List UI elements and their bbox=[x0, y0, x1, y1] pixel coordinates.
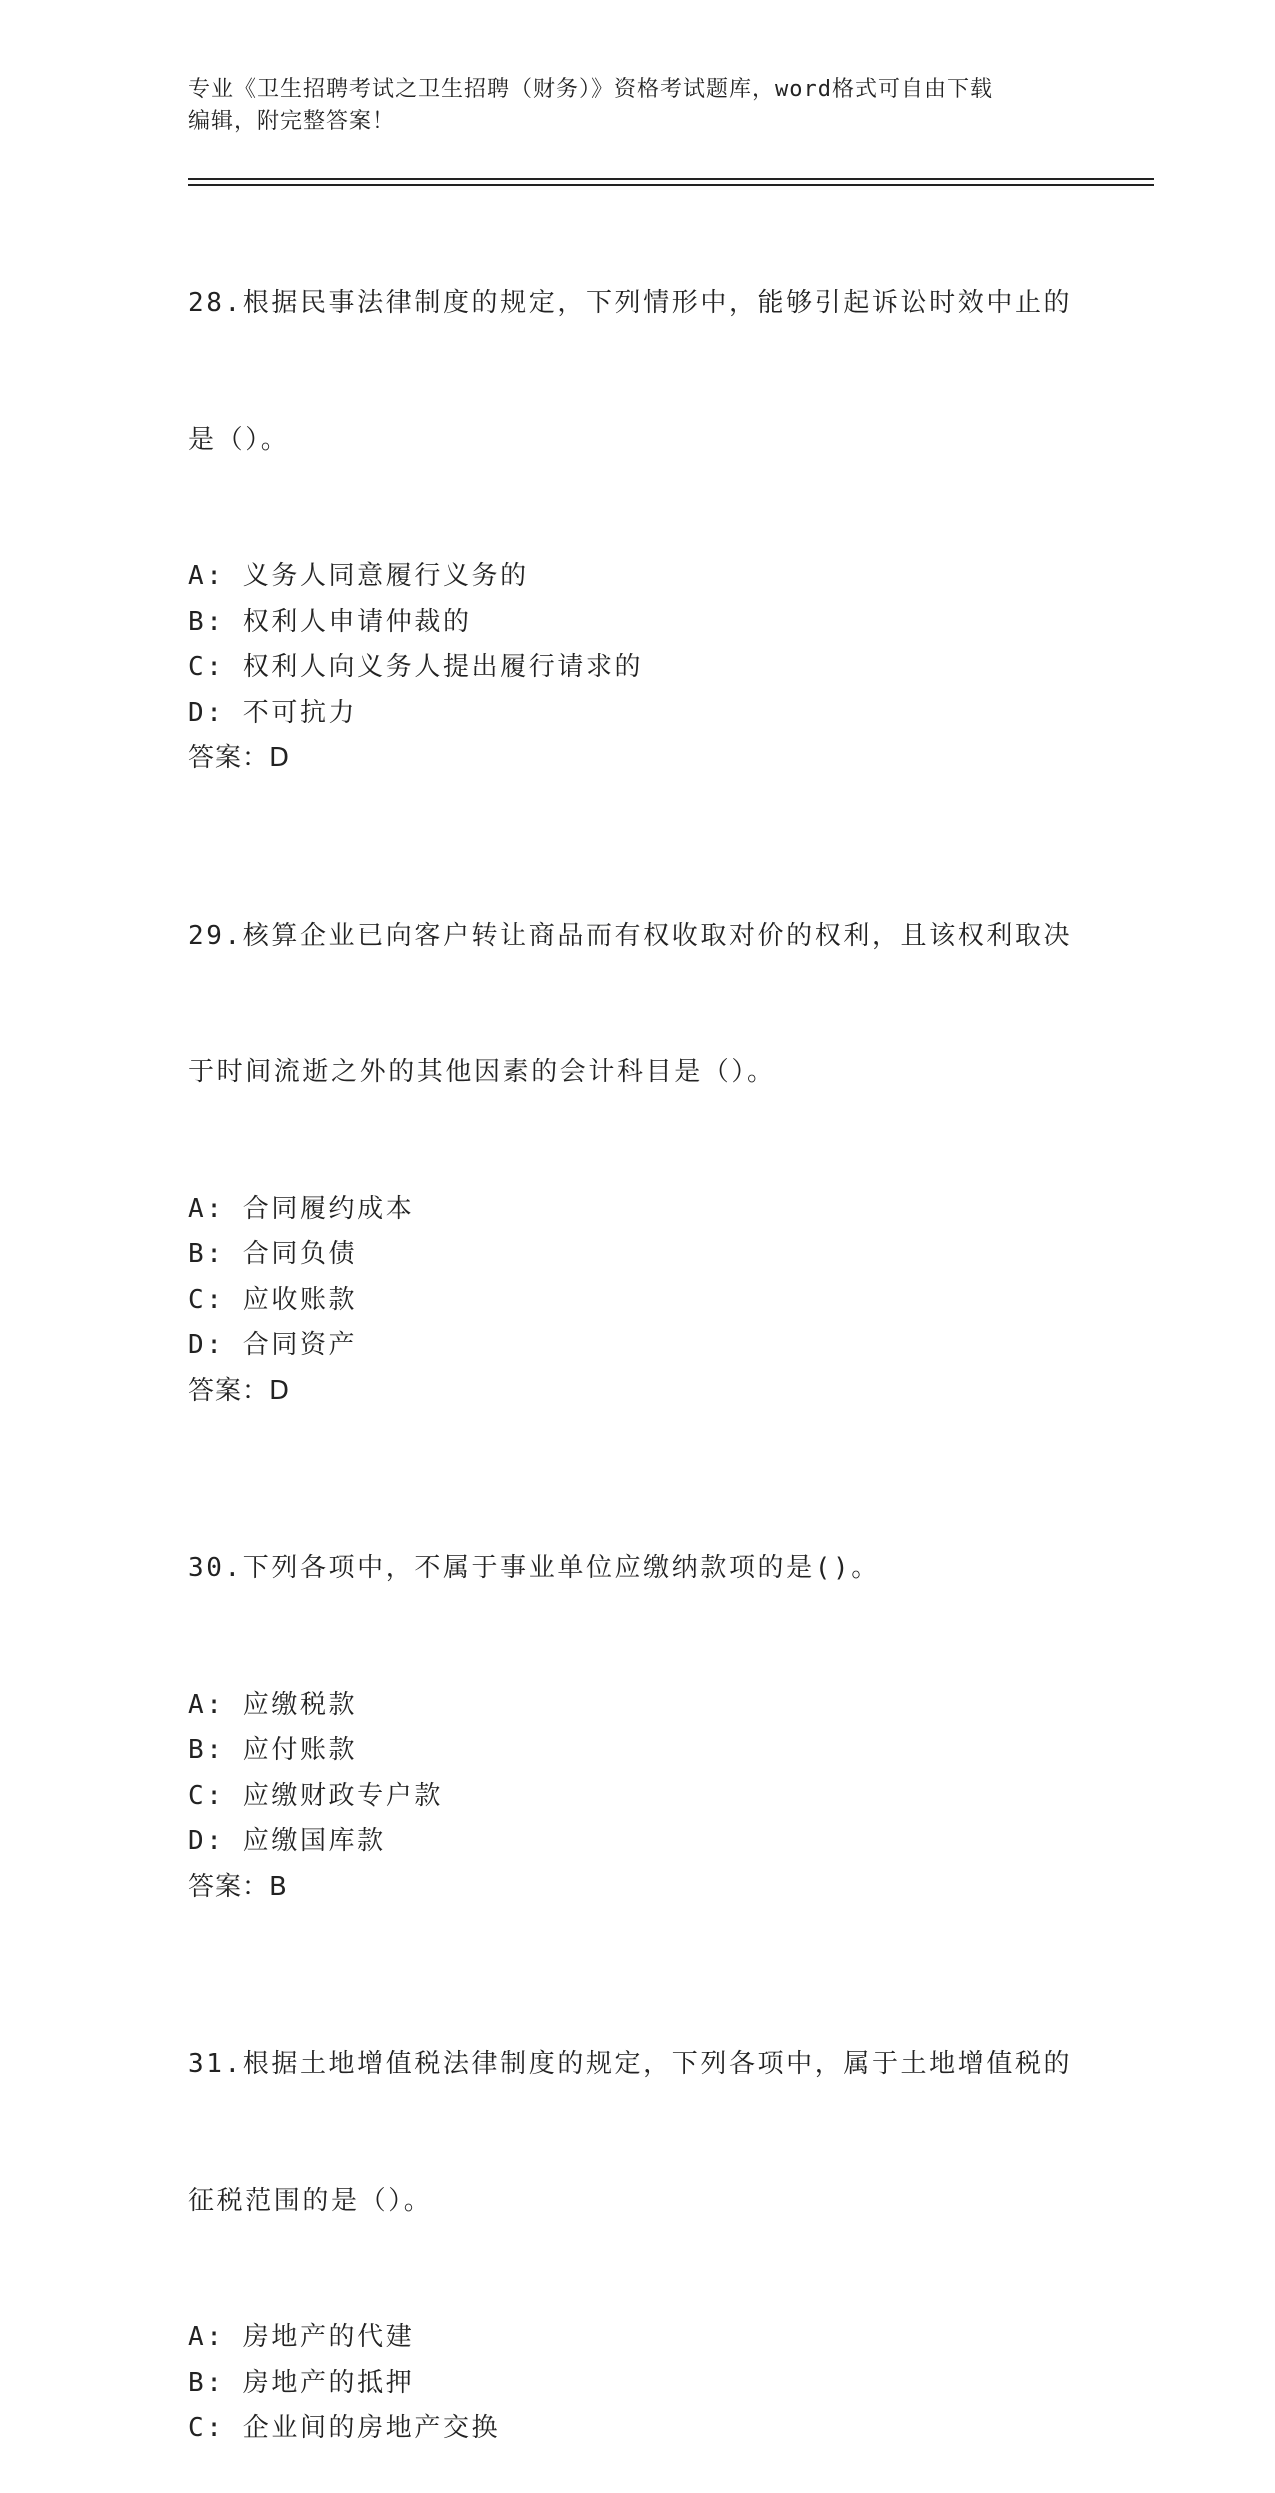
question-stem-line: 于时间流逝之外的其他因素的会计科目是（）。 bbox=[188, 1057, 776, 1087]
option-d: D: 应缴国库款 bbox=[188, 1826, 386, 1856]
option-b: B: 合同负债 bbox=[188, 1239, 358, 1269]
option-d: D: 不可抗力 bbox=[188, 697, 358, 728]
answer-line: 答案：D bbox=[188, 743, 291, 773]
header-line-2: 编辑，附完整答案！ bbox=[188, 109, 396, 134]
document-header bbox=[188, 74, 1068, 138]
question-stem bbox=[188, 823, 1088, 1187]
option-a: A: 房地产的代建 bbox=[188, 2322, 415, 2352]
option-b: B: 房地产的抵押 bbox=[188, 2367, 415, 2398]
option-c: C: 企业间的房地产交换 bbox=[188, 2413, 501, 2443]
question-30 bbox=[188, 1455, 1088, 1910]
question-stem bbox=[188, 1455, 1088, 1683]
header-divider-bottom bbox=[188, 184, 1154, 186]
question-stem-line: 29.核算企业已向客户转让商品而有权收取对价的权利，且该权利取决 bbox=[188, 920, 1073, 951]
option-a: A: 应缴税款 bbox=[188, 1689, 358, 1720]
option-b: B: 权利人申请仲裁的 bbox=[188, 606, 472, 637]
option-c: C: 权利人向义务人提出履行请求的 bbox=[188, 652, 644, 682]
question-stem bbox=[188, 1951, 1088, 2315]
option-b: B: 应付账款 bbox=[188, 1735, 358, 1765]
answer-line: 答案：B bbox=[188, 1871, 288, 1902]
header-line-1: 专业《卫生招聘考试之卫生招聘（财务）》资格考试题库，word格式可自由下载 bbox=[188, 77, 993, 102]
question-29 bbox=[188, 823, 1088, 1415]
option-c: C: 应缴财政专户款 bbox=[188, 1780, 443, 1811]
option-d: D: 合同资产 bbox=[188, 1330, 358, 1360]
question-stem-line: 31.根据土地增值税法律制度的规定，下列各项中，属于土地增值税的 bbox=[188, 2049, 1073, 2079]
answer-line: 答案：D bbox=[188, 1375, 291, 1406]
question-stem-line: 是（）。 bbox=[188, 424, 290, 455]
question-28 bbox=[188, 190, 1088, 782]
option-c: C: 应收账款 bbox=[188, 1284, 358, 1315]
question-stem-line: 征税范围的是（）。 bbox=[188, 2185, 433, 2216]
question-31 bbox=[188, 1951, 1088, 2452]
question-stem-line: 28.根据民事法律制度的规定，下列情形中，能够引起诉讼时效中止的 bbox=[188, 288, 1073, 318]
header-divider-top bbox=[188, 178, 1154, 180]
question-stem bbox=[188, 190, 1088, 554]
option-a: A: 合同履约成本 bbox=[188, 1193, 415, 1224]
question-list bbox=[188, 190, 1088, 2493]
option-a: A: 义务人同意履行义务的 bbox=[188, 561, 529, 591]
question-stem-line: 30.下列各项中，不属于事业单位应缴纳款项的是()。 bbox=[188, 1553, 880, 1583]
